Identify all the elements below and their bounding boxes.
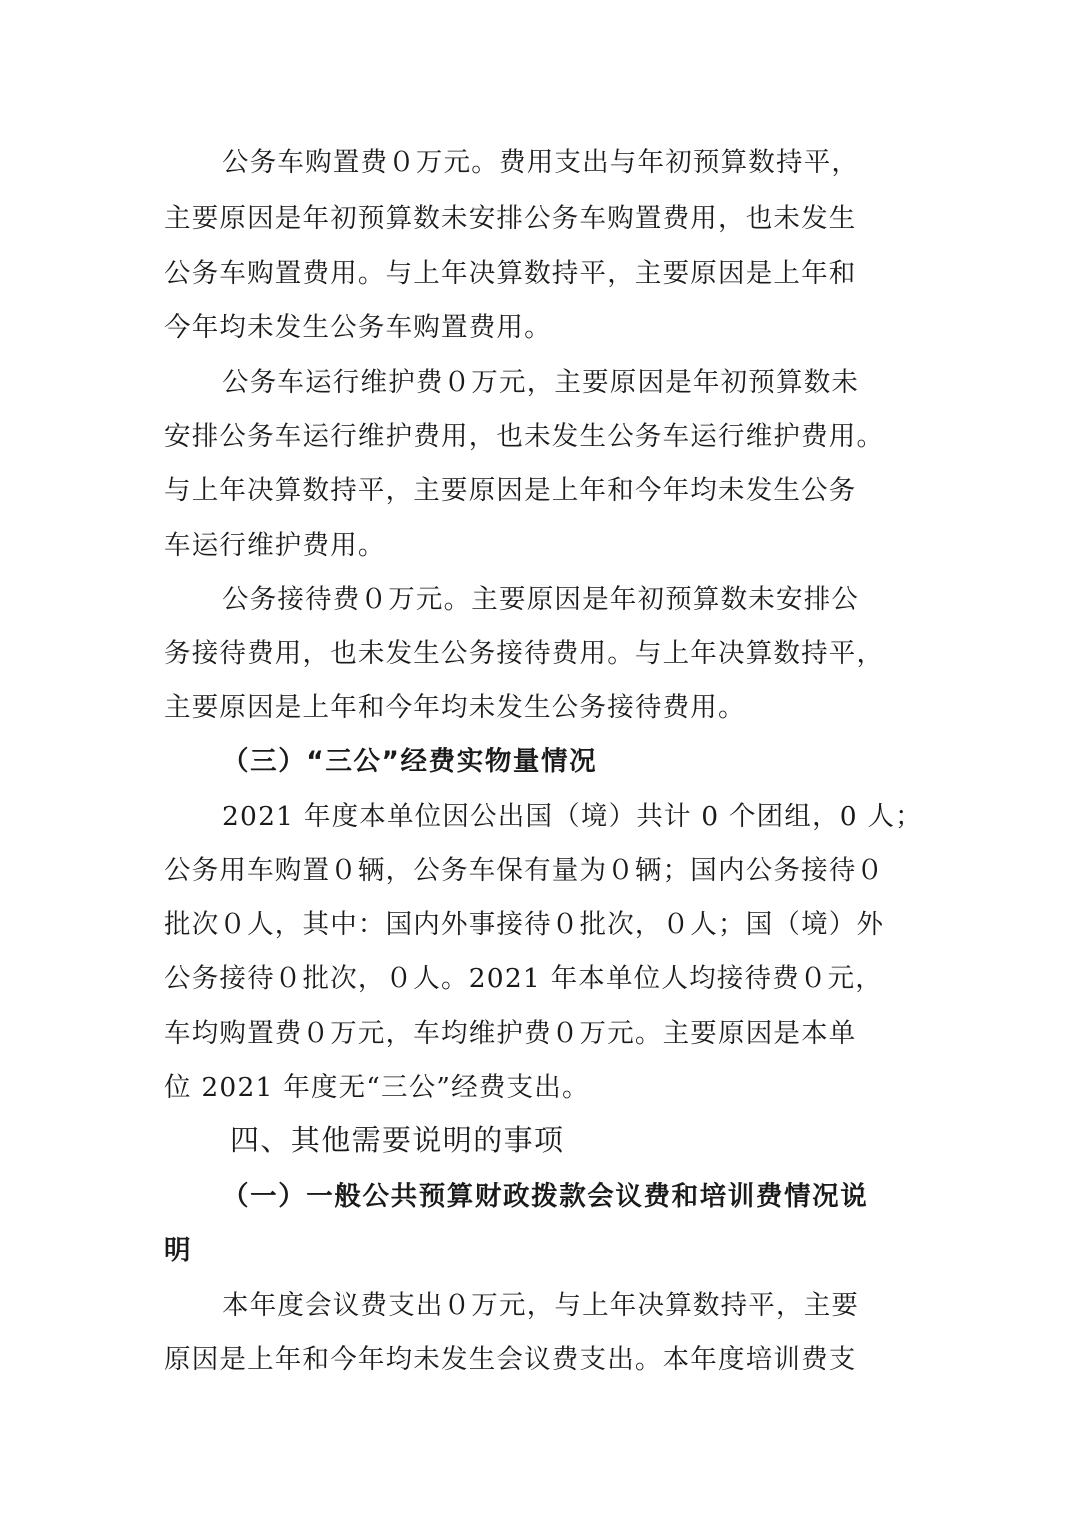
text-line: 批次０人，其中：国内外事接待０批次，０人；国（境）外 xyxy=(164,909,885,940)
text-line: 公务车运行维护费０万元，主要原因是年初预算数未 xyxy=(222,367,860,398)
text-line: 车运行维护费用。 xyxy=(164,530,386,561)
text-line: 本年度会议费支出０万元，与上年决算数持平，主要 xyxy=(222,1290,860,1321)
text-line: 位 2021 年度无“三公”经费支出。 xyxy=(164,1072,590,1103)
text-line: 务接待费用，也未发生公务接待费用。与上年决算数持平， xyxy=(164,638,885,669)
text-line: 与上年决算数持平，主要原因是上年和今年均未发生公务 xyxy=(164,475,857,506)
text-line: 车均购置费０万元，车均维护费０万元。主要原因是本单 xyxy=(164,1018,857,1049)
text-line: 公务接待费０万元。主要原因是年初预算数未安排公 xyxy=(222,584,860,615)
text-line: 2021 年度本单位因公出国（境）共计 0 个团组，0 人； xyxy=(222,801,923,832)
text-line: 公务车购置费用。与上年决算数持平，主要原因是上年和 xyxy=(164,258,857,289)
section-heading-continuation: 明 xyxy=(164,1235,193,1266)
section-heading: （一）一般公共预算财政拨款会议费和培训费情况说 xyxy=(222,1181,869,1212)
text-line: 安排公务车运行维护费用，也未发生公务车运行维护费用。 xyxy=(164,421,885,452)
chapter-heading: 四、其他需要说明的事项 xyxy=(230,1123,565,1157)
section-heading: （三）“三公”经费实物量情况 xyxy=(222,746,598,777)
text-line: 公务车购置费０万元。费用支出与年初预算数持平， xyxy=(222,147,860,178)
text-line: 主要原因是年初预算数未安排公务车购置费用，也未发生 xyxy=(164,203,857,234)
text-line: 原因是上年和今年均未发生会议费支出。本年度培训费支 xyxy=(164,1344,857,1375)
text-line: 主要原因是上年和今年均未发生公务接待费用。 xyxy=(164,692,746,723)
text-line: 公务接待０批次，０人。2021 年本单位人均接待费０元， xyxy=(164,963,883,994)
text-line: 公务用车购置０辆，公务车保有量为０辆；国内公务接待０ xyxy=(164,855,885,886)
text-line: 今年均未发生公务车购置费用。 xyxy=(164,312,552,343)
